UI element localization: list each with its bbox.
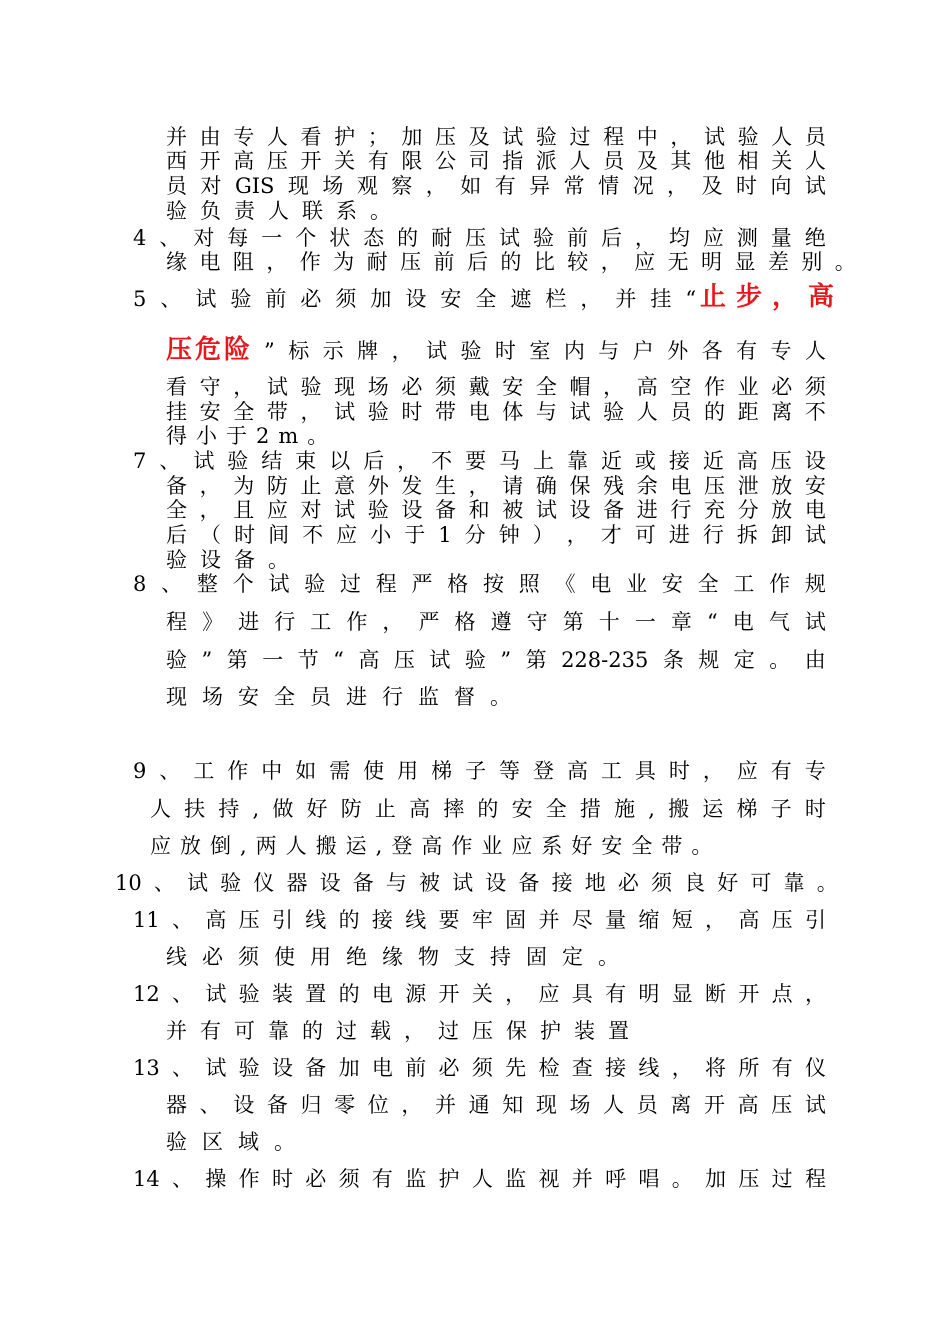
list-item-7: 7 、 试 验 结 束 以 后 ， 不 要 马 上 靠 近 或 接 近 高 压 设 [133, 449, 826, 473]
text-line: 西 开 高 压 开 关 有 限 公 司 指 派 人 员 及 其 他 相 关 人 [166, 149, 826, 173]
text-line: 验 ” 第 一 节 “ 高 压 试 验 ” 第 228-235 条 规 定 。 由 [166, 648, 826, 672]
text-line: 员 对 GIS 现 场 观 察 ， 如 有 异 常 情 况 ， 及 时 向 试 [166, 174, 826, 198]
text-line: 备 ， 为 防 止 意 外 发 生 ， 请 确 保 残 余 电 压 泄 放 安 [166, 474, 826, 498]
text-line: 后 （ 时 间 不 应 小 于 1 分 钟 ） ， 才 可 进 行 拆 卸 试 [166, 523, 826, 547]
list-item-12: 12 、 试 验 装 置 的 电 源 开 关 ， 应 具 有 明 显 断 开 点 ， [133, 982, 826, 1006]
list-item-13: 13 、 试 验 设 备 加 电 前 必 须 先 检 查 接 线 ， 将 所 有 仪 [133, 1056, 826, 1080]
list-item-5: 5、试验前必须加设安全遮栏，并挂“ [133, 287, 711, 311]
text-line: 全 ， 且 应 对 试 验 设 备 和 被 试 设 备 进 行 充 分 放 电 [166, 498, 826, 522]
list-item-11: 11 、 高 压 引 线 的 接 线 要 牢 固 并 尽 量 缩 短 ， 高 压 引 [133, 908, 826, 932]
list-item-10: 10 、 试 验 仪 器 设 备 与 被 试 设 备 接 地 必 须 良 好 可 靠 。 [115, 871, 838, 895]
list-item-8: 8 、 整 个 试 验 过 程 严 格 按 照 《 电 业 安 全 工 作 规 [133, 572, 826, 596]
list-item-14: 14 、 操 作 时 必 须 有 监 护 人 监 视 并 呼 唱 。 加 压 过 程 [133, 1167, 826, 1191]
text-line: 验设备。 [166, 548, 302, 572]
text-line: 程 》 进 行 工 作 ， 严 格 遵 守 第 十 一 章 “ 电 气 试 [166, 610, 826, 634]
text-line: 现场安全员进行监督。 [166, 685, 526, 709]
text-line: 挂 安 全 带 ， 试 验 时 带 电 体 与 试 验 人 员 的 距 离 不 [166, 400, 826, 424]
text-line: 验区域。 [166, 1130, 310, 1154]
text-line: 应放倒,两人搬运,登高作业应系好安全带。 [150, 834, 722, 858]
text-line: 看 守 ， 试 验 现 场 必 须 戴 安 全 帽 ， 高 空 作 业 必 须 [166, 375, 826, 399]
text-line: 缘 电 阻 ， 作 为 耐 压 前 后 的 比 较 ， 应 无 明 显 差 别 。 [166, 250, 856, 274]
text-line: 并有可靠的过载，过压保护装置 [166, 1019, 642, 1043]
text-line: 并 由 专 人 看 护 ； 加 压 及 试 验 过 程 中 ， 试 验 人 员 [166, 125, 826, 149]
text-line: ” 标 示 牌 ， 试 验 时 室 内 与 户 外 各 有 专 人 [264, 339, 826, 363]
text-line: 验负责人联系。 [166, 199, 404, 223]
warning-text: 压危险 [166, 335, 254, 365]
text-line: 器 、 设 备 归 零 位 ， 并 通 知 现 场 人 员 离 开 高 压 试 [166, 1093, 826, 1117]
text-line: 人 扶 持 , 做 好 防 止 高 摔 的 安 全 措 施 , 搬 运 梯 子 时 [150, 797, 826, 821]
list-item-9: 9 、 工 作 中 如 需 使 用 梯 子 等 登 高 工 具 时 ， 应 有 专 [133, 759, 826, 783]
warning-text: 止步，高 [700, 282, 845, 312]
list-item-4: 4 、 对 每 一 个 状 态 的 耐 压 试 验 前 后 ， 均 应 测 量 绝 [133, 226, 826, 250]
text-line: 得小于2m。 [166, 424, 338, 448]
text-line: 线必须使用绝缘物支持固定。 [166, 945, 634, 969]
